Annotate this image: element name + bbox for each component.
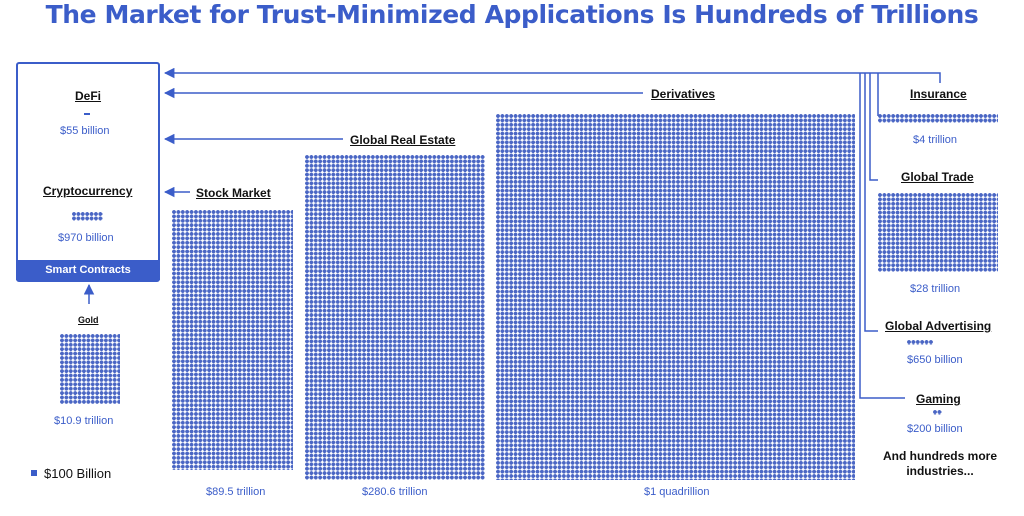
stock-market-dots [172,210,293,470]
global-trade-value: $28 trillion [910,283,961,295]
global-advertising-dots [907,340,933,345]
derivatives-dots [496,114,855,480]
cryptocurrency-label: Cryptocurrency [43,184,133,198]
global-trade-dots [878,193,998,272]
global-real-estate-value: $280.6 trillion [362,486,428,498]
insurance-label: Insurance [910,87,967,101]
global-real-estate-label: Global Real Estate [350,133,456,147]
gold-label: Gold [78,315,99,325]
more-industries-note: And hundreds more industries... [882,449,997,478]
stock-market-value: $89.5 trillion [206,486,266,498]
derivatives-value: $1 quadrillion [644,486,710,498]
defi-marker [84,113,90,115]
defi-value: $55 billion [60,125,110,137]
global-trade-label: Global Trade [901,170,974,184]
legend-label: $100 Billion [44,466,112,481]
global-advertising-value: $650 billion [907,354,963,366]
gaming-value: $200 billion [907,423,963,435]
gold-dots [60,334,120,404]
cryptocurrency-dots [72,212,103,221]
gaming-label: Gaming [916,392,961,406]
stock-market-label: Stock Market [196,186,271,200]
arrow-global-advertising [865,73,878,331]
insurance-value: $4 trillion [913,134,958,146]
arrow-to-smart-contracts [165,73,940,83]
page-title: The Market for Trust-Minimized Applications Is Hundreds of Trillions [45,0,979,29]
legend-square-icon [31,470,37,476]
global-advertising-label: Global Advertising [885,319,992,333]
gold-value: $10.9 trillion [54,415,114,427]
gaming-dots [933,410,942,415]
insurance-dots [878,114,998,123]
cryptocurrency-value: $970 billion [58,232,114,244]
smart-contracts-label: Smart Contracts [16,260,160,280]
defi-label: DeFi [75,89,102,103]
arrow-global-trade [870,73,878,180]
derivatives-label: Derivatives [651,87,716,101]
global-real-estate-dots [305,155,485,480]
